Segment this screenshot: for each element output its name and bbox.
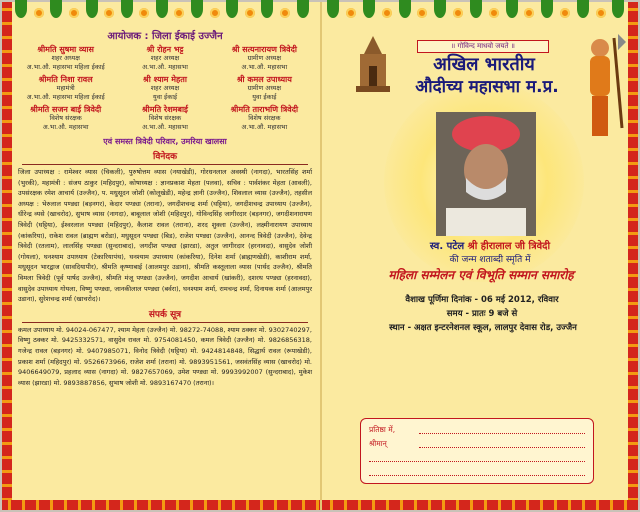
member-name: श्रीमति निशा रावल xyxy=(38,75,93,84)
guests-paragraph: जिला उपाध्यक्ष : रामेश्वर व्यास (चिकली), पुरुषोत्तम व्यास (नयाखेडी), गोरधनलाल अवस्थी (नागदा), भारतसिंह शर्मा (भुरकी), महामंत्री : संजय ठाकुर (महिदपुर), कोषाध्यक्ष : ज्ञानप्रकाश मेहता (पलवा), सचिव : पार्वशंकर मेहता (आवली), उपसंरक्षक रमेश आचार्य (उज्जैन), प. मधुसूदन जोशी (कोलूखेडी), महेन्द्र ज्ञानी (उज्जैन), शिवलाल व्यास (उज्जैन), तहसील अध्यक्ष : भेरुलाल पण्ड्या (बड़नगर), केदार पण्ड्या (तराना), जगदीशचन्द्र शर्मा (घट्टिया), जगदीशचन्द्र उपाध्याय (उज्जैन), धीरेन्द्र व्यसे (खाचरोद), सुभाष व्यास (नागदा), बाबूलाल जोशी (महिदपुर), गोविन्दसिंह जागीरदार (बड़नगर), जगदीशनारायण त्रिवेदी (घट्टिया), ईश्वरलाल पण्ड्या (महिदपुर), कैलाश रावल (तराना), शरद शुक्ला (उज्जैन), लक्ष्मीनारायण उपाध्याय (कांकरिया), राकेश रावल (ब्राह्मण बरोडा), मधुसूदन पण्ड्या (बिड), राजेश पण्ड्या (उज्जैन), आनन्द त्रिवेदी (उज्जैन), देवेन्द्र त्रिवेदी (रतलाम), लालसिंह पण्ड्या (सुन्दराबाद), जगदीश पण्ड्या (झारडा), अतुल जागीरदार (हरनावदा), वासुदेव जोशी (गोयला), घनश्याम उपाध्याय (टेकारियापंथ), घनश्याम उपाध्याय (कांकरिया), दिनेश शर्मा (ब्राह्मणखेडी), काशीराम शर्मा, मधुसूदन भारद्वाज (सावदियापीर), श्रीमति कृष्णाबाई (आलमपुर उडाना), श्रीमति कस्तूलाला व्यास (पार्थद उज्जैन), श्रीमति विमला त्रिवेदी (पूर्व पार्षद उज्जैन), श्रीमति मंजू पण्ड्या (उज्जैन), जगदीश आचार्य (खांकरी), दशरथ पण्ड्या (हरनावदा), वासुदेव उपाध्याय गोयला, विष्णु पण्ड्या, जानकीलाल पण्ड्या (बर्वरा), घनश्याम शर्मा, रामचन्द्र शर्मा, दिनायक शर्मा (आलमपुर उडाना), सुरेशचन्द्र शर्मा (खाचरोद)। xyxy=(18,168,312,304)
divider xyxy=(22,322,308,323)
family-line: एवं समस्त त्रिवेदी परिवार, उमरिया खालसा xyxy=(103,137,227,146)
member-org: युवा ईकाई xyxy=(252,93,277,101)
address-line xyxy=(419,433,585,434)
member-org: अ.भा.औ. महासभा महिला ईकाई xyxy=(26,63,105,71)
member-role: विशेष संरक्षक xyxy=(248,114,281,122)
memorial-name: श्री हीरालाल जी त्रिवेदी xyxy=(467,241,551,252)
center-fold xyxy=(320,2,322,510)
address-line xyxy=(419,447,585,448)
member-name: श्रीमति सजन बाई त्रिवेदी xyxy=(30,105,102,114)
invitation-card xyxy=(2,2,638,510)
member-name: श्रीमति रेशमबाई xyxy=(141,105,188,114)
address-line xyxy=(369,475,585,476)
member-name: श्री कमल उपाध्याय xyxy=(236,75,292,84)
memorial-portrait xyxy=(436,112,536,236)
member-role: ग्रामीण अध्यक्ष xyxy=(247,84,282,92)
member-card xyxy=(16,75,115,102)
left-border xyxy=(2,2,12,510)
member-card xyxy=(215,105,314,132)
sloka-banner: ॥ गोविन्द माधवो जयते ॥ xyxy=(417,40,549,53)
member-role: विशेष संरक्षक xyxy=(49,114,82,122)
org-title-line2: औदीच्य महासभा म.प्र. xyxy=(415,77,559,97)
member-role: शहर अध्यक्ष xyxy=(150,54,180,62)
right-panel xyxy=(324,2,628,510)
organizer-heading: आयोजक : जिला ईकाई उज्जैन xyxy=(107,31,223,42)
event-time: समय - प्रातः 9 बजे से xyxy=(446,309,518,319)
member-name: श्री रोहन भट्ट xyxy=(146,45,184,54)
member-card xyxy=(115,45,214,72)
event-place: स्थान - अक्षत इन्टरनेशनल स्कूल, लालपुर देवास रोड, उज्जैन xyxy=(389,323,577,333)
event-date: वैशाख पूर्णिमा दिनांक - 06 मई 2012, रविवार xyxy=(405,295,559,305)
member-org: अ.भा.औ. महासभा xyxy=(42,123,89,131)
contact-heading: संपर्क सूत्र xyxy=(148,309,182,320)
address-label-shriman: श्रीमान् xyxy=(369,439,387,448)
member-name: श्री श्याम मेहता xyxy=(143,75,187,84)
member-card xyxy=(115,105,214,132)
left-panel xyxy=(16,28,314,388)
member-card xyxy=(16,45,115,72)
member-org: युवा ईकाई xyxy=(152,93,178,101)
member-name: श्रीमति सुषमा व्यास xyxy=(37,45,94,54)
divider xyxy=(22,164,308,165)
member-org: अ.भा.औ. महासभा xyxy=(241,123,288,131)
memorial-line xyxy=(362,238,618,252)
address-label-pratishtha: प्रतिष्ठा में, xyxy=(369,425,396,434)
contact-paragraph: कमल उपाध्याय मो. 94024-067477, श्याम मेहता (उज्जैन) मो. 98272-74088, श्याम ठक्कर मो. 9302740297, विष्णु ठक्कर मो. 9425332571, वासुदेव रावल मो. 9754081450, कमल त्रिवेदी (उज्जैन) मो. 9826856318, गजेन्द्र रावल (बड़नगर) मो. 9407985071, विनोद त्रिवेदी (घट्टिया) मो. 9424814848, सिद्धार्थ रावल (रूपाखेडी), प्रकाश शर्मा (महिदपुर) मो. 9526673966, राजेश शर्मा (तराना) मो. 9893951561, जसवंतसिंह व्यास (खाचरोद) मो. 9406649079, प्रहलाद व्यास (नागदा) मो. 9827657069, उमेश पण्ड्या मो. 9993992007 (सुन्दराबाद), मुकेश व्यास (झारडा) मो. 9893887856, सुभाष जोशी मो. 9893167470 (तराना)। xyxy=(18,325,312,387)
memorial-line2: की जन्म शताब्दी स्मृति में xyxy=(449,255,531,265)
member-name: श्री सत्यनारायण त्रिवेदी xyxy=(231,45,297,54)
member-card xyxy=(16,105,115,132)
member-name: श्रीमति ताराभणि त्रिवेदी xyxy=(230,105,299,114)
member-role: शहर अध्यक्ष xyxy=(51,54,80,62)
toran-garland-left xyxy=(12,2,312,28)
members-grid xyxy=(16,45,314,132)
member-org: अ.भा.औ. महासभा xyxy=(241,63,288,71)
member-org: अ.भा.औ. महासभा xyxy=(142,123,188,131)
guests-heading: विनेदक xyxy=(152,152,178,162)
member-card xyxy=(215,75,314,102)
member-role: महामंत्री xyxy=(56,84,75,92)
memorial-prefix: स्व. पटेल xyxy=(429,241,465,252)
member-role: शहर अध्यक्ष xyxy=(150,84,180,92)
member-org: अ.भा.औ. महासभा xyxy=(142,63,188,71)
member-card xyxy=(215,45,314,72)
right-border xyxy=(628,2,638,510)
member-role: विशेष संरक्षक xyxy=(148,114,182,122)
org-title-line1: अखिल भारतीय xyxy=(433,54,535,75)
event-title: महिला सम्मेलन एवं विभूति सम्मान समारोह xyxy=(388,268,574,282)
member-role: ग्रामीण अध्यक्ष xyxy=(247,54,282,62)
address-box xyxy=(360,418,594,484)
address-line xyxy=(369,461,585,462)
member-org: अ.भा.औ. महासभा महिला ईकाई xyxy=(26,93,105,101)
member-card xyxy=(115,75,214,102)
